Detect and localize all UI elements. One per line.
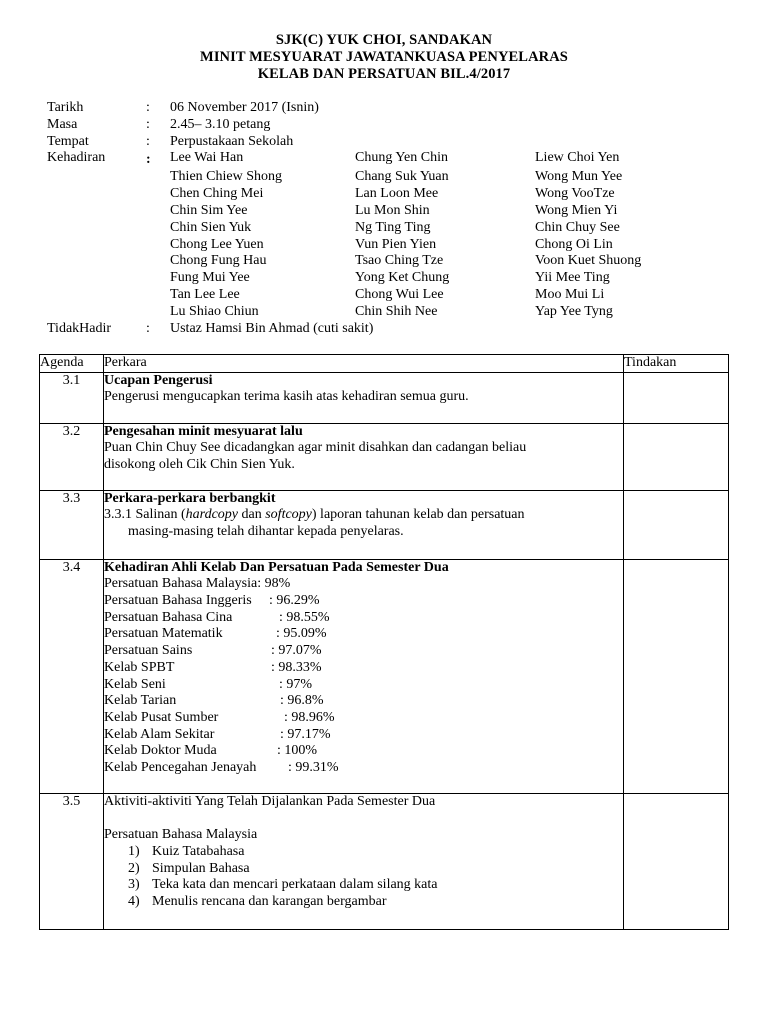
hardcopy-term: hardcopy (185, 507, 239, 523)
stat-name: Persatuan Bahasa Inggeris (104, 593, 252, 609)
action-cell (624, 423, 729, 490)
attendance-stat-row (104, 626, 623, 643)
attendance-stat-row (104, 660, 623, 677)
attendee: Voon Kuet Shuong (535, 253, 642, 268)
attendee: Wong VooTze (535, 186, 615, 201)
stat-value: : 97.17% (280, 726, 331, 742)
meeting-name: KELAB DAN PERSATUAN BIL.4/2017 (257, 66, 511, 82)
attendee: Vun Pien Yien (355, 237, 437, 252)
agenda-title: Pengesahan minit mesyuarat lalu (104, 423, 303, 439)
list-text: Kuiz Tatabahasa (152, 843, 245, 859)
attendance-stat-row (104, 576, 623, 593)
agenda-content (104, 423, 624, 490)
text-part: 3.3.1 Salinan ( (104, 507, 186, 523)
attendee: Liew Choi Yen (535, 150, 620, 165)
stat-value: : 98.55% (279, 609, 330, 625)
place-colon: : (146, 134, 150, 149)
attendance-stat-row (104, 760, 623, 777)
attendee: Chang Suk Yuan (355, 169, 449, 184)
place-label: Tempat (47, 134, 89, 149)
attendee: Wong Mun Yee (535, 169, 623, 184)
agenda-number: 3.5 (40, 793, 104, 929)
list-item (128, 860, 623, 878)
agenda-content (104, 559, 624, 793)
stat-value: : 97.07% (271, 643, 322, 659)
list-number: 3) (128, 877, 140, 893)
attendance-stats (104, 576, 623, 776)
stat-value: : 100% (277, 743, 318, 759)
date-value: 06 November 2017 (Isnin) (170, 100, 319, 115)
absent-colon: : (146, 321, 150, 336)
stat-name: Kelab Doktor Muda (104, 743, 217, 759)
header-action: Tindakan (624, 355, 729, 373)
agenda-text: masing-masing telah dihantar kepada penyelaras. (128, 524, 404, 540)
list-text: Teka kata dan mencari perkataan dalam silang kata (152, 877, 438, 893)
attendance-stat-row (104, 677, 623, 694)
attendee: Moo Mui Li (535, 287, 605, 302)
table-row (40, 490, 729, 559)
stat-name: Kelab Alam Sekitar (104, 726, 215, 742)
time-colon: : (146, 117, 150, 132)
minutes-title: MINIT MESYUARAT JAWATANKUASA PENYELARAS (200, 49, 568, 65)
attendee: Thien Chiew Shong (170, 169, 282, 184)
attendee: Chong Fung Hau (170, 253, 267, 268)
attendee: Chung Yen Chin (355, 150, 448, 165)
action-cell (624, 372, 729, 423)
stat-name: Kelab Pusat Sumber (104, 709, 219, 725)
spacer (104, 810, 623, 827)
table-row (40, 793, 729, 929)
attendance-stat-row (104, 593, 623, 610)
attendee: Chin Sien Yuk (170, 220, 252, 235)
attendee: Lu Shiao Chiun (170, 304, 259, 319)
attendee: Chong Lee Yuen (170, 237, 264, 252)
stat-name: Kelab SPBT (104, 659, 175, 675)
attendee: Chin Sim Yee (170, 203, 248, 218)
attendee: Chong Oi Lin (535, 237, 613, 252)
attendee: Tsao Ching Tze (355, 253, 444, 268)
stat-value: : 95.09% (276, 626, 327, 642)
stat-value: : 97% (279, 676, 313, 692)
stat-value: : 96.29% (269, 593, 320, 609)
stat-value: : 96.8% (280, 693, 324, 709)
list-number: 1) (128, 843, 140, 859)
agenda-text (104, 507, 623, 524)
agenda-title: Perkara-perkara berbangkit (104, 490, 276, 506)
stat-value: : 98.96% (284, 709, 335, 725)
attendance-label: Kehadiran (47, 150, 106, 165)
attendee: Lan Loon Mee (355, 186, 439, 201)
softcopy-term: softcopy (265, 507, 312, 523)
attendee: Chin Shih Nee (355, 304, 438, 319)
attendance-stat-row (104, 743, 623, 760)
list-text: Simpulan Bahasa (152, 860, 250, 876)
stat-value: : 98.33% (271, 659, 322, 675)
place-value: Perpustakaan Sekolah (170, 134, 294, 149)
attendee: Chen Ching Mei (170, 186, 264, 201)
date-colon: : (146, 100, 150, 115)
table-row (40, 372, 729, 423)
attendee: Chong Wui Lee (355, 287, 444, 302)
header-matter: Perkara (104, 355, 624, 373)
attendee: Wong Mien Yi (535, 203, 618, 218)
list-number: 2) (128, 860, 140, 876)
attendance-stat-row (104, 710, 623, 727)
agenda-number: 3.3 (40, 490, 104, 559)
table-header-row (40, 355, 729, 373)
text-part: dan (238, 507, 266, 523)
agenda-number: 3.4 (40, 559, 104, 793)
agenda-title: Aktiviti-aktiviti Yang Telah Dijalankan Pada Semester Dua (104, 793, 436, 809)
stat-name: Kelab Tarian (104, 693, 177, 709)
attendee: Lee Wai Han (170, 150, 244, 165)
stat-name: Persatuan Bahasa Cina (104, 609, 233, 625)
absent-label: TidakHadir (47, 321, 112, 336)
attendance-stat-row (104, 693, 623, 710)
table-row (40, 559, 729, 793)
stat-name: Persatuan Bahasa Malaysia (104, 576, 258, 592)
attendance-stat-row (104, 727, 623, 744)
agenda-number: 3.2 (40, 423, 104, 490)
agenda-title: Kehadiran Ahli Kelab Dan Persatuan Pada Semester Dua (104, 559, 449, 575)
activity-list (104, 844, 623, 911)
attendee: Yong Ket Chung (355, 270, 450, 285)
table-row (40, 423, 729, 490)
stat-name: Persatuan Sains (104, 643, 193, 659)
list-item (128, 877, 623, 894)
stat-name: Persatuan Matematik (104, 626, 223, 642)
action-cell (624, 793, 729, 929)
list-number: 4) (128, 893, 140, 909)
agenda-content (104, 793, 624, 929)
attendee: Ng Ting Ting (355, 220, 431, 235)
absent-value: Ustaz Hamsi Bin Ahmad (cuti sakit) (170, 321, 374, 336)
time-label: Masa (47, 117, 78, 132)
stat-value: : 99.31% (288, 759, 339, 775)
attendee: Fung Mui Yee (170, 270, 250, 285)
attendance-stat-row (104, 643, 623, 660)
action-cell (624, 559, 729, 793)
list-item (128, 893, 623, 911)
agenda-content (104, 490, 624, 559)
stat-value: : 98% (257, 576, 291, 592)
activity-group: Persatuan Bahasa Malaysia (104, 827, 258, 843)
agenda-title: Ucapan Pengerusi (104, 372, 213, 388)
agenda-text: Puan Chin Chuy See dicadangkan agar minit disahkan dan cadangan beliau (104, 440, 527, 456)
stat-name: Kelab Pencegahan Jenayah (104, 759, 257, 775)
attendee: Chin Chuy See (535, 220, 620, 235)
attendee: Lu Mon Shin (355, 203, 430, 218)
attendee: Yii Mee Ting (535, 270, 610, 285)
text-part: ) laporan tahunan kelab dan persatuan (311, 507, 525, 523)
list-text: Menulis rencana dan karangan bergambar (152, 893, 387, 909)
attendee: Yap Yee Tyng (535, 304, 613, 319)
stat-name: Kelab Seni (104, 676, 166, 692)
agenda-number: 3.1 (40, 372, 104, 423)
attendance-stat-row (104, 610, 623, 627)
agenda-text: disokong oleh Cik Chin Sien Yuk. (104, 457, 295, 473)
attendance-colon: : (146, 152, 151, 167)
list-item (128, 843, 623, 861)
attendee: Tan Lee Lee (170, 287, 240, 302)
action-cell (624, 490, 729, 559)
date-label: Tarikh (47, 100, 84, 115)
agenda-content (104, 372, 624, 423)
time-value: 2.45– 3.10 petang (170, 117, 271, 132)
school-name: SJK(C) YUK CHOI, SANDAKAN (275, 32, 493, 48)
agenda-text: Pengerusi mengucapkan terima kasih atas kehadiran semua guru. (104, 389, 469, 405)
agenda-table (39, 354, 729, 930)
header-agenda: Agenda (40, 355, 104, 373)
